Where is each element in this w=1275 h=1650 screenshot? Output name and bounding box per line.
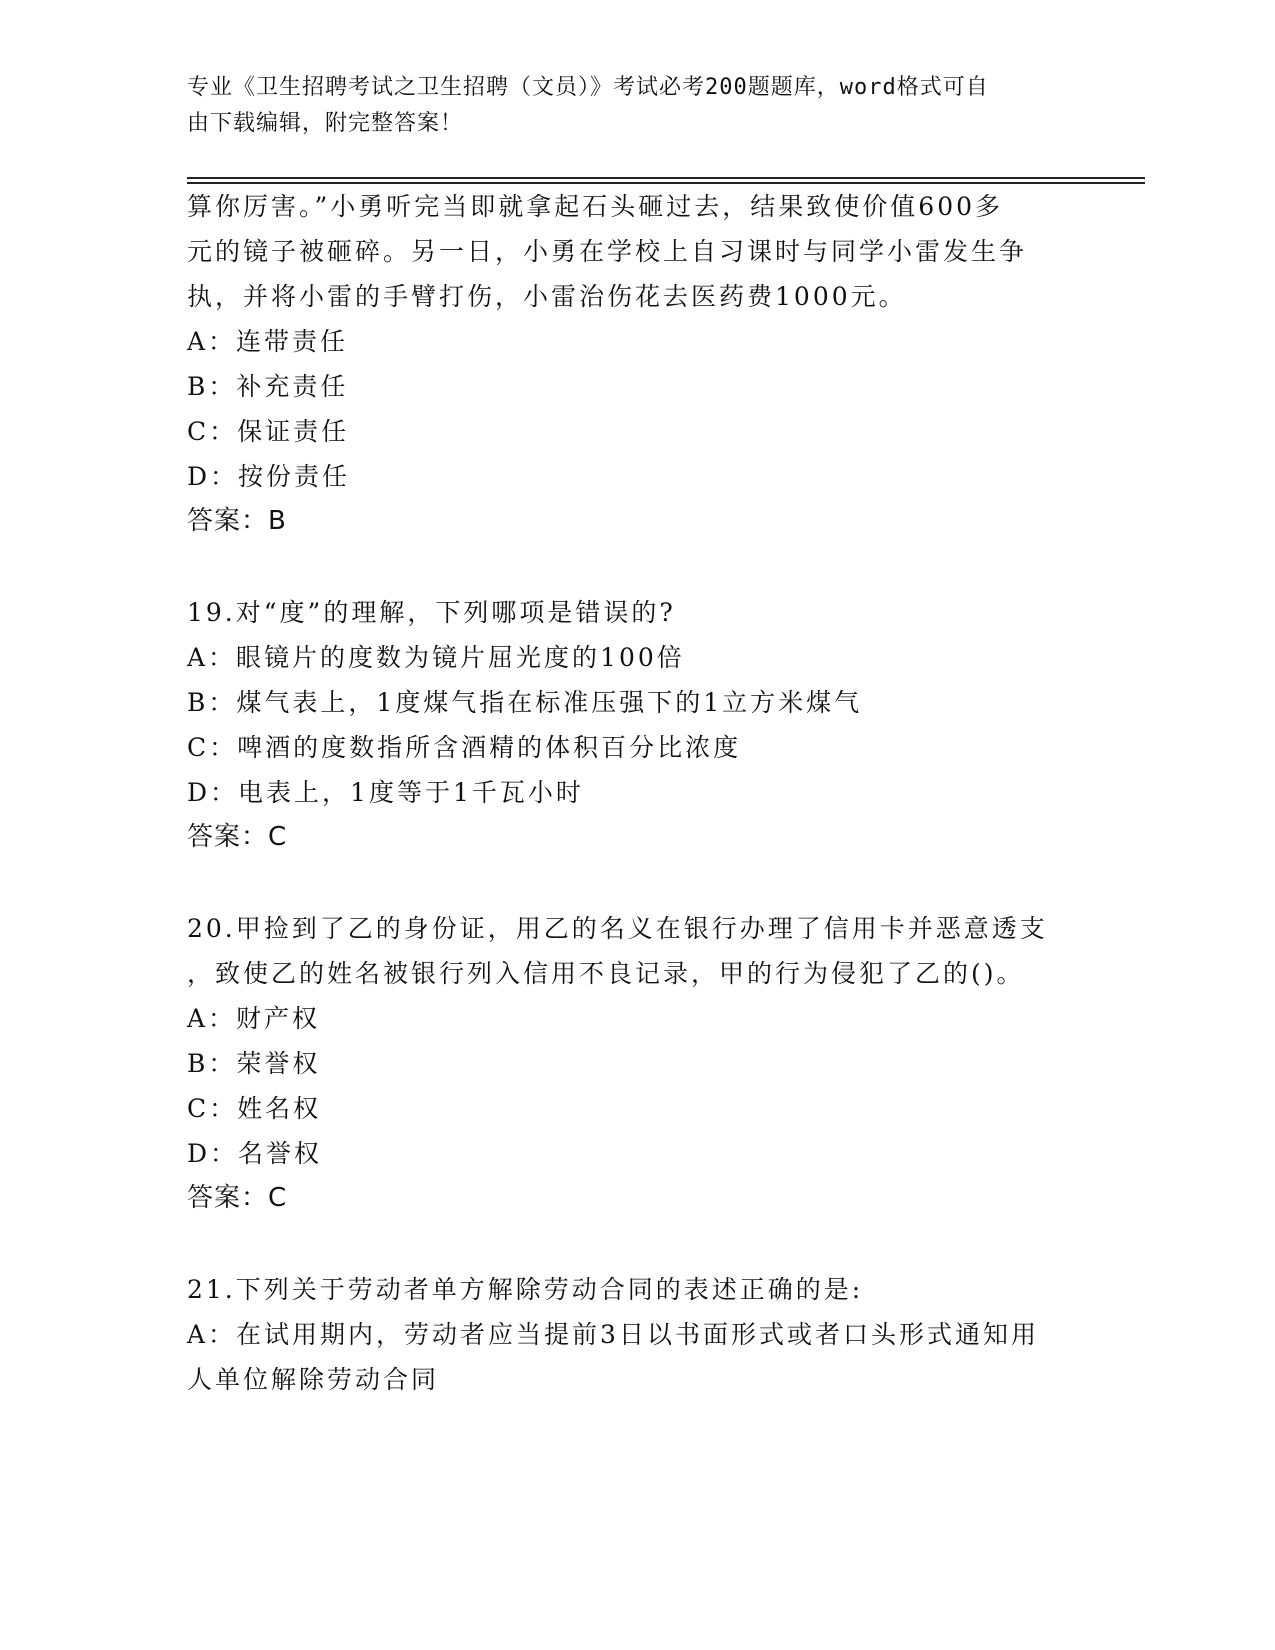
- question-text-line: 元的镜子被砸碎。另一日，小勇在学校上自习课时与同学小雷发生争: [187, 237, 1028, 266]
- question-text-line: 21.下列关于劳动者单方解除劳动合同的表述正确的是:: [187, 1275, 864, 1304]
- option-a: A：在试用期内，劳动者应当提前3日以书面形式或者口头形式通知用: [187, 1320, 1039, 1349]
- answer-label: 答案：B: [187, 506, 287, 536]
- question-20: [187, 906, 1087, 1221]
- header-divider-top: [187, 177, 1145, 179]
- option-d: D：电表上，1度等于1千瓦小时: [187, 778, 584, 807]
- option-c: C：保证责任: [187, 417, 350, 446]
- option-d: D：按份责任: [187, 462, 351, 491]
- question-text-line: 执，并将小雷的手臂打伤，小雷治伤花去医药费1000元。: [187, 282, 907, 311]
- document-header: [187, 70, 1087, 142]
- question-19: [187, 590, 1087, 860]
- question-text-line: 19.对“度”的理解，下列哪项是错误的?: [187, 598, 676, 627]
- option-a: A：眼镜片的度数为镜片屈光度的100倍: [187, 643, 685, 672]
- option-a-continued: 人单位解除劳动合同: [187, 1365, 440, 1394]
- option-a: A：财产权: [187, 1004, 321, 1033]
- header-line-1: 专业《卫生招聘考试之卫生招聘（文员）》考试必考200题题库，word格式可自: [187, 75, 989, 100]
- answer-label: 答案：C: [187, 1183, 288, 1213]
- question-21: [187, 1267, 1087, 1402]
- header-line-2: 由下载编辑，附完整答案！: [187, 111, 464, 136]
- option-a: A：连带责任: [187, 327, 349, 356]
- option-c: C：姓名权: [187, 1094, 322, 1123]
- question-text-line: ，致使乙的姓名被银行列入信用不良记录，甲的行为侵犯了乙的()。: [187, 959, 1025, 988]
- option-d: D：名誉权: [187, 1139, 323, 1168]
- option-b: B：煤气表上，1度煤气指在标准压强下的1立方米煤气: [187, 688, 863, 717]
- question-list: [187, 184, 1087, 1402]
- question-text-line: 20.甲捡到了乙的身份证，用乙的名义在银行办理了信用卡并恶意透支: [187, 914, 1048, 943]
- answer-label: 答案：C: [187, 822, 288, 852]
- question-18: [187, 184, 1087, 544]
- option-b: B：补充责任: [187, 372, 349, 401]
- question-text-line: 算你厉害。”小勇听完当即就拿起石头砸过去，结果致使价值600多: [187, 192, 1004, 221]
- option-c: C：啤酒的度数指所含酒精的体积百分比浓度: [187, 733, 742, 762]
- option-b: B：荣誉权: [187, 1049, 321, 1078]
